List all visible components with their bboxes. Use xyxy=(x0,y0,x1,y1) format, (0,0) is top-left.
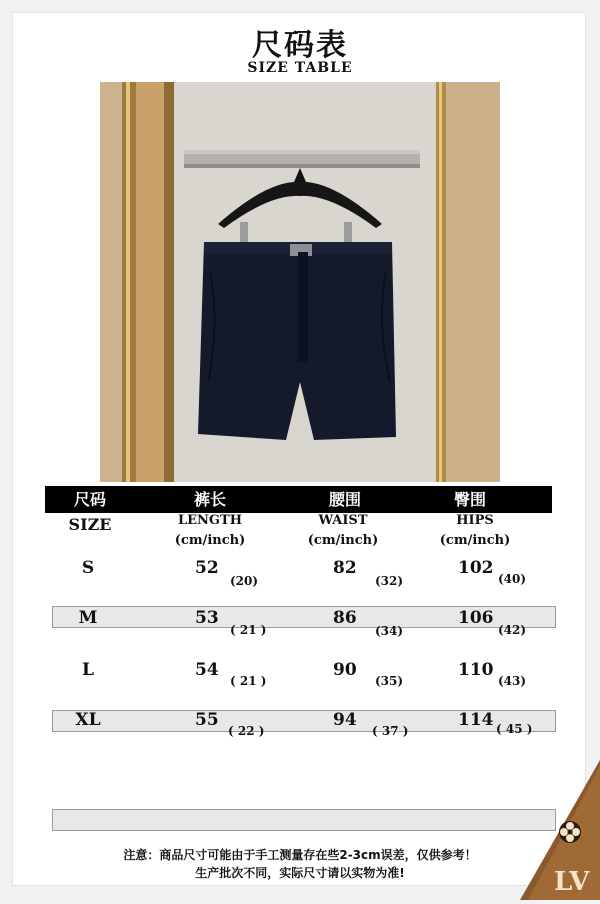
label-size-en: SIZE xyxy=(68,515,112,534)
row-m-length: 53 xyxy=(195,608,219,628)
header-waist: 腰围 xyxy=(328,490,361,509)
row-l-length-inch: ( 21 ) xyxy=(230,674,267,688)
row-l-hips-inch: (43) xyxy=(498,674,527,688)
row-s-length-inch: (20) xyxy=(230,574,259,588)
label-hips-unit: (cm/inch) xyxy=(439,533,511,548)
title-english: SIZE TABLE xyxy=(247,60,353,76)
row-l-hips: 110 xyxy=(458,660,494,680)
row-m-hips: 106 xyxy=(458,608,494,628)
row-s-length: 52 xyxy=(195,558,219,578)
blank-band xyxy=(52,809,556,831)
product-photo xyxy=(100,82,500,482)
label-waist-unit: (cm/inch) xyxy=(307,533,379,548)
row-m-waist: 86 xyxy=(333,608,357,628)
header-size: 尺码 xyxy=(73,490,106,509)
row-xl-waist-inch: ( 37 ) xyxy=(372,724,409,738)
row-m-size: M xyxy=(78,608,98,628)
header-hips: 臀围 xyxy=(453,490,486,509)
row-l-length: 54 xyxy=(195,660,219,680)
label-hips-en: HIPS xyxy=(456,513,494,528)
row-s-waist-inch: (32) xyxy=(375,574,404,588)
row-s-waist: 82 xyxy=(333,558,357,578)
row-xl-hips-inch: ( 45 ) xyxy=(496,722,533,736)
row-s-size: S xyxy=(81,558,95,578)
row-xl-length: 55 xyxy=(195,710,219,730)
row-s-hips-inch: (40) xyxy=(498,572,527,586)
note-line-1: 注意：商品尺寸可能由于手工测量存在些2-3cm误差，仅供参考！ xyxy=(123,848,477,862)
label-length-unit: (cm/inch) xyxy=(174,533,246,548)
row-l-waist: 90 xyxy=(333,660,357,680)
row-m-waist-inch: (34) xyxy=(375,624,404,638)
label-length-en: LENGTH xyxy=(178,513,242,528)
row-m-length-inch: ( 21 ) xyxy=(230,623,267,637)
row-l-waist-inch: (35) xyxy=(375,674,404,688)
header-length: 裤长 xyxy=(193,490,226,509)
note-line-2: 生产批次不同，实际尺寸请以实物为准! xyxy=(195,866,405,880)
row-s-hips: 102 xyxy=(458,558,494,578)
row-xl-waist: 94 xyxy=(333,710,357,730)
svg-text:LV: LV xyxy=(554,867,590,897)
row-l-size: L xyxy=(82,660,94,680)
row-xl-hips: 114 xyxy=(458,710,494,730)
row-m-hips-inch: (42) xyxy=(498,623,527,637)
corner-logo-tag xyxy=(510,760,600,900)
label-waist-en: WAIST xyxy=(318,513,368,528)
row-xl-length-inch: ( 22 ) xyxy=(228,724,265,738)
title-chinese: 尺码表 xyxy=(252,28,348,63)
row-xl-size: XL xyxy=(75,710,101,730)
